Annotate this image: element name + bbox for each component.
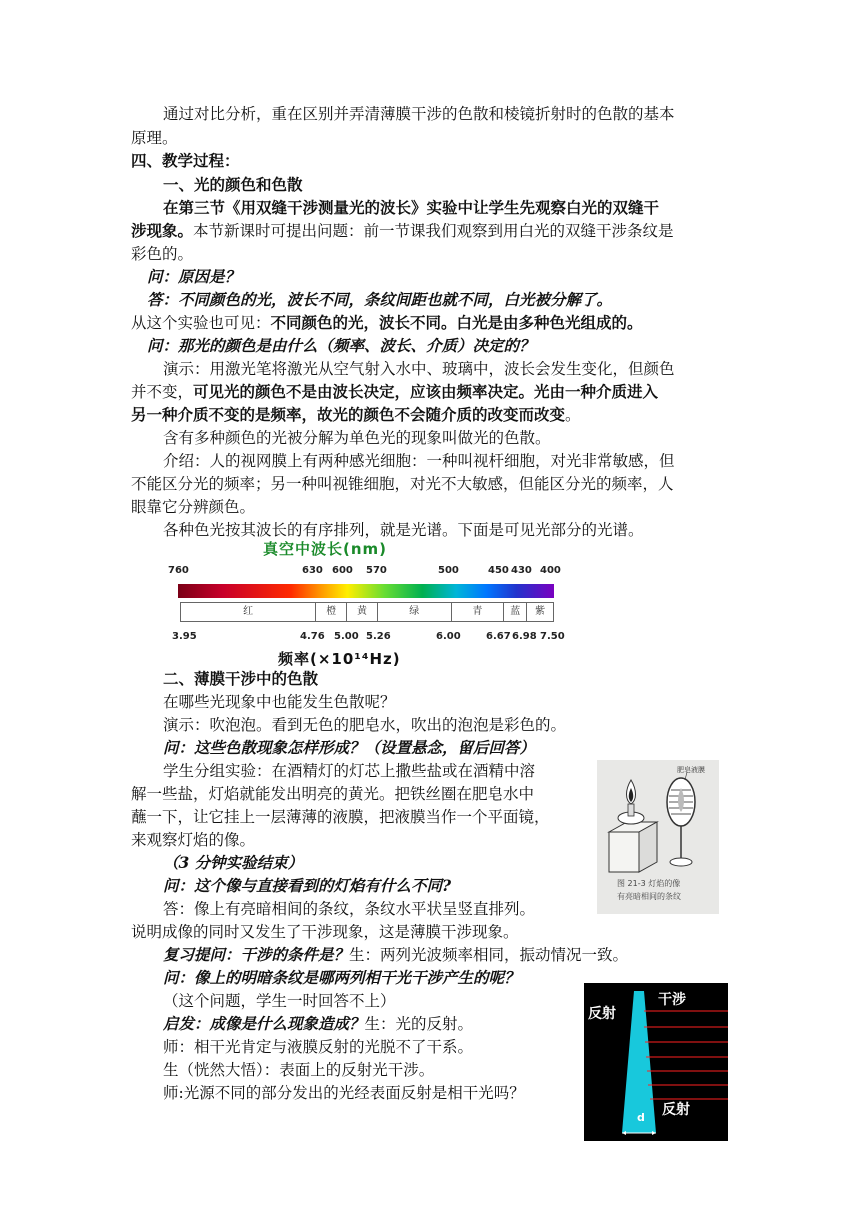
wavelength-label: 500 [438,565,459,576]
text-line [131,312,643,334]
interfere-label: 干涉 [658,992,686,1008]
text-line [163,944,628,966]
bold-run: 涉现象。 [131,221,194,240]
wavelength-label: 630 [302,565,323,576]
text-line: 各种色光按其波长的有序排列，就是光谱。下面是可见光部分的光谱。 [163,521,644,539]
film-label: 肥皂液膜 [677,766,705,774]
text-run: 本节新课时可提出问题：前一节课我们观察到用白光的双缝干涉条纹是 [193,222,674,240]
subsection-heading: 二、薄膜干涉中的色散 [163,669,319,688]
question-line: 问：像上的明暗条纹是哪两列相干光干涉产生的呢？ [163,968,520,987]
text-line: 眼靠它分辨颜色。 [131,498,256,516]
text-line: 不能区分光的频率；另一种叫视锥细胞，对光不大敏感，但能区分光的频率，人 [131,475,674,493]
color-band-violet: 紫 [535,606,546,617]
bold-run: 不同颜色的光，波长不同。白光是由多种色光组成的。 [270,313,643,332]
color-band-green: 绿 [378,603,452,621]
color-bands [180,602,554,622]
frequency-label: 6.00 [436,631,461,642]
spectrum-figure [168,538,566,668]
bold-italic-run: 复习提问：干涉的条件是？ [163,945,350,964]
note-line: （3 分钟实验结束） [163,853,304,872]
text-line [131,404,581,426]
text-run: 并不变， [131,383,194,401]
text-line: 原理。 [131,129,178,147]
text-line: 演示：吹泡泡。看到无色的肥皂水，吹出的泡泡是彩色的。 [163,716,567,734]
wavelength-label: 600 [332,565,353,576]
wavelength-label: 760 [168,565,189,576]
color-band-yellow: 黄 [347,603,378,621]
text-line [131,220,674,242]
spectrum-color-bar [178,584,554,598]
question-line: 问：这些色散现象怎样形成？（设置悬念，留后回答） [163,738,536,757]
text-line: 师：相干光肯定与液膜反射的光脱不了干系。 [163,1038,474,1056]
subsection-heading: 一、光的颜色和色散 [163,175,303,194]
spectrum-title: 真空中波长(nm) [263,540,388,558]
text-line: 介绍：人的视网膜上有两种感光细胞：一种叫视杆细胞，对光非常敏感，但 [163,452,675,470]
text-line: 在第三节《用双缝干涉测量光的波长》实验中让学生先观察白光的双缝干 [163,198,660,217]
frequency-label: 6.98 [512,631,537,642]
text-line [163,1013,473,1035]
frequency-label: 5.00 [334,631,359,642]
text-line: 生（恍然大悟）：表面上的反射光干涉。 [163,1061,435,1079]
reflect-label-bottom: 反射 [662,1102,690,1118]
text-run: 生：光的反射。 [364,1015,474,1033]
text-line: 蘸一下，让它挂上一层薄薄的液膜，把液膜当作一个平面镜， [131,808,550,826]
question-line: 问：这个像与直接看到的灯焰有什么不同? [163,876,452,895]
text-run: 生：两列光波频率相同，振动情况一致。 [349,946,629,964]
bold-run: 另一种介质不变的是频率，故光的颜色不会随介质的改变而改变 [131,405,566,424]
text-line: 答：像上有亮暗相间的条纹，条纹水平状呈竖直排列。 [163,900,536,918]
text-line: 说明成像的同时又发生了干涉现象，这是薄膜干涉现象。 [131,923,519,941]
text-line [131,381,658,403]
text-line: 彩色的。 [131,245,194,263]
frequency-label: 6.67 [486,631,511,642]
text-line: 师:光源不同的部分发出的光经表面反射是相干光吗？ [163,1084,525,1102]
wavelength-label: 400 [540,565,561,576]
text-line: 通过对比分析，重在区别并弄清薄膜干涉的色散和棱镜折射时的色散的基本 [163,105,675,123]
wavelength-label: 450 [488,565,509,576]
text-run: 。 [565,406,581,424]
frequency-label: 4.76 [300,631,325,642]
text-line: 演示：用激光笔将激光从空气射入水中、玻璃中，波长会发生变化，但颜色 [163,360,675,378]
text-line: 在哪些光现象中也能发生色散呢？ [163,693,396,711]
answer-line: 答：不同颜色的光，波长不同，条纹间距也就不同，白光被分解了。 [147,290,613,309]
interference-figure [584,983,728,1141]
text-line: 解一些盐，灯焰就能发出明亮的黄光。把铁丝圈在肥皂水中 [131,785,535,803]
text-line: 来观察灯焰的像。 [131,831,256,849]
text-line: 学生分组实验：在酒精灯的灯芯上撒些盐或在酒精中溶 [163,762,536,780]
frequency-label: 5.26 [366,631,391,642]
figure-caption: 图 21-3 灯焰的像 [617,879,681,888]
section-heading: 四、教学过程： [131,151,240,170]
color-band-blue: 蓝 [504,603,527,621]
text-run: 从这个实验也可见： [131,314,271,332]
text-line: （这个问题，学生一时回答不上） [163,992,396,1010]
frequency-label: 3.95 [172,631,197,642]
frequency-axis-title: 频率(×10¹⁴Hz) [278,650,401,668]
wavelength-label: 570 [366,565,387,576]
question-line: 问：那光的颜色是由什么（频率、波长、介质）决定的？ [147,336,535,355]
color-band-cyan: 青 [452,603,505,621]
flame-image-figure [597,760,719,914]
reflect-label-top: 反射 [588,1006,616,1022]
wavelength-label: 430 [511,565,532,576]
bold-italic-run: 启发：成像是什么现象造成？ [163,1014,365,1033]
text-line: 含有多种颜色的光被分解为单色光的现象叫做光的色散。 [163,429,551,447]
thickness-label: d [637,1111,645,1124]
color-band-orange: 橙 [316,603,347,621]
question-line: 问：原因是？ [147,267,241,286]
figure-caption: 有亮暗相间的条纹 [617,892,681,901]
color-band-red: 红 [181,603,316,621]
bold-run: 可见光的颜色不是由波长决定，应该由频率决定。光由一种介质进入 [193,382,659,401]
frequency-label: 7.50 [540,631,565,642]
